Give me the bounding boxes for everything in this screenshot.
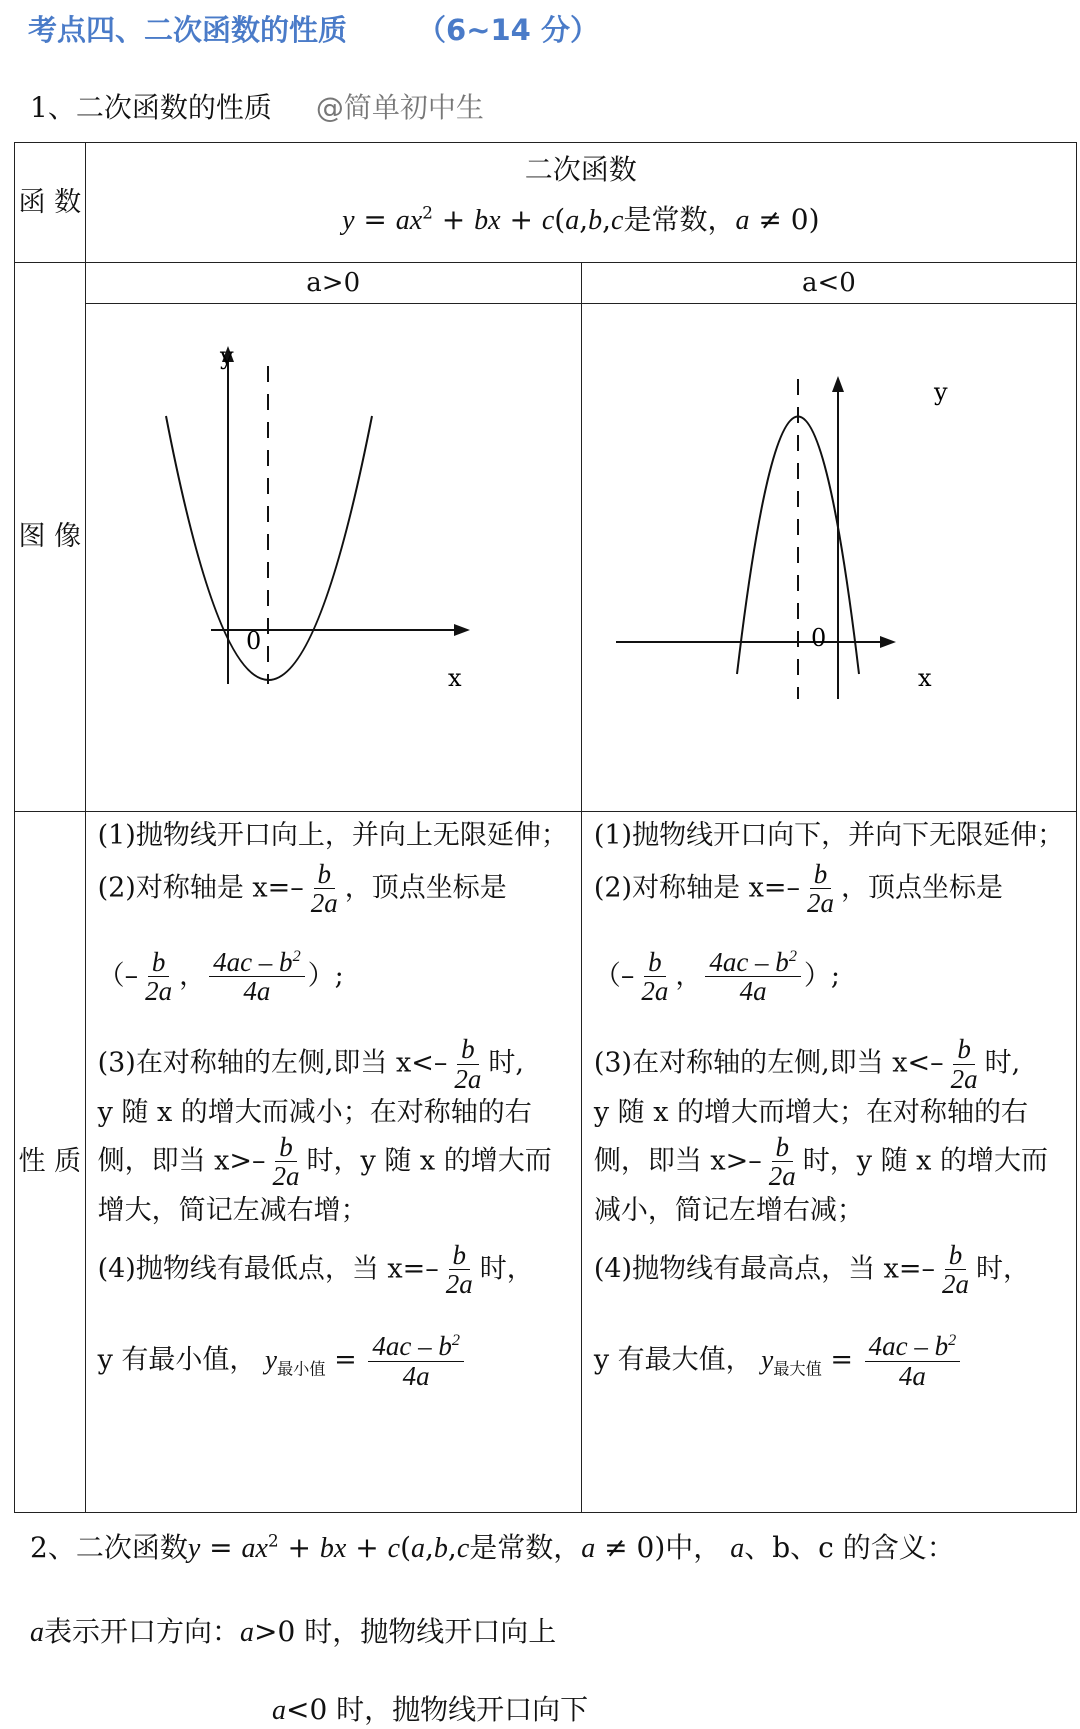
score-range: （6~14 分） <box>417 13 599 47</box>
downward-parabola-svg <box>582 304 1031 764</box>
y-axis-label: y <box>219 342 234 370</box>
subsection-title: 1、二次函数的性质 <box>30 91 272 124</box>
vertex-coordinates: （– $\frac{b}{2a}$ ， $\frac{4ac - b^2}{4a}$ ）; <box>97 946 344 1007</box>
property-1: (1)抛物线开口向上，并向上无限延伸； <box>97 820 568 851</box>
property-2: (2)对称轴是 x=– $\frac{b}{2a}$ ，顶点坐标是 <box>97 859 507 919</box>
property-3: (3)在对称轴的左侧,即当 x<– $\frac{b}{2a}$ 时, <box>593 1034 1021 1094</box>
function-formula: $y = ax^2$ + bx + c(a,b,c是常数，a ≠ 0) <box>342 202 820 236</box>
subsection-heading <box>30 86 484 126</box>
function-definition <box>85 143 1076 263</box>
x-axis-label: x <box>917 664 932 692</box>
x-axis-label: x <box>447 664 462 692</box>
property-4: (4)抛物线有最高点，当 x=– $\frac{b}{2a}$ 时， <box>593 1239 1031 1300</box>
watermark: @简单初中生 <box>315 91 484 124</box>
row-label-graph: 图 像 <box>15 263 86 812</box>
property-3-cont: y 随 x 的增大而减小；在对称轴的右侧，即当 x>– $\frac{b}{2a}$ 时，y 随 x 的增大而增大，简记左减右增； <box>97 1097 552 1226</box>
vertex-coordinates: （– $\frac{b}{2a}$ ， $\frac{4ac - b^2}{4a}$ ）; <box>593 946 841 1007</box>
property-2: (2)对称轴是 x=– $\frac{b}{2a}$ ，顶点坐标是 <box>593 859 1004 919</box>
column-header-a-negative: a<0 <box>581 263 1076 304</box>
origin-label: 0 <box>245 627 261 655</box>
column-header-a-positive: a>0 <box>85 263 581 304</box>
row-label-function: 函 数 <box>15 143 86 263</box>
graph-upward-parabola <box>85 304 581 812</box>
section-title <box>28 8 599 49</box>
graph-downward-parabola <box>581 304 1076 812</box>
abc-meaning-heading: 2、二次函数$y = ax^2$ + bx + c(a,b,c是常数，a ≠ 0)中， a、b、c 的含义： <box>30 1530 955 1564</box>
property-1: (1)抛物线开口向下，并向下无限延伸； <box>593 820 1065 851</box>
a-meaning-line: a表示开口方向：a>0 时，抛物线开口向上 <box>30 1615 557 1648</box>
row-label-properties: 性 质 <box>15 812 86 1513</box>
property-3-cont: y 随 x 的增大而增大；在对称轴的右侧，即当 x>– $\frac{b}{2a}$ 时，y 随 x 的增大而减小，简记左增右减； <box>593 1097 1048 1226</box>
section-title-text: 考点四、二次函数的性质 <box>28 13 348 47</box>
a-negative-line: a<0 时，抛物线开口向下 <box>272 1693 589 1726</box>
function-title: 二次函数 <box>524 153 637 186</box>
properties-a-negative <box>581 812 1076 1513</box>
maximum-value: y 有最大值， $y_{最大值}$ = $\frac{4ac - b^2}{4a}$ <box>594 1332 1068 1390</box>
minimum-value: y 有最小值， $y_{最小值}$ = $\frac{4ac - b^2}{4a}$ <box>98 1332 573 1390</box>
properties-table <box>14 142 1077 1513</box>
property-3: (3)在对称轴的左侧,即当 x<– $\frac{b}{2a}$ 时, <box>97 1034 524 1094</box>
y-axis-label: y <box>933 378 948 406</box>
upward-parabola-svg <box>86 304 536 764</box>
origin-label: 0 <box>810 624 827 652</box>
property-4: (4)抛物线有最低点，当 x=– $\frac{b}{2a}$ 时， <box>97 1239 534 1300</box>
properties-a-positive <box>85 812 581 1513</box>
